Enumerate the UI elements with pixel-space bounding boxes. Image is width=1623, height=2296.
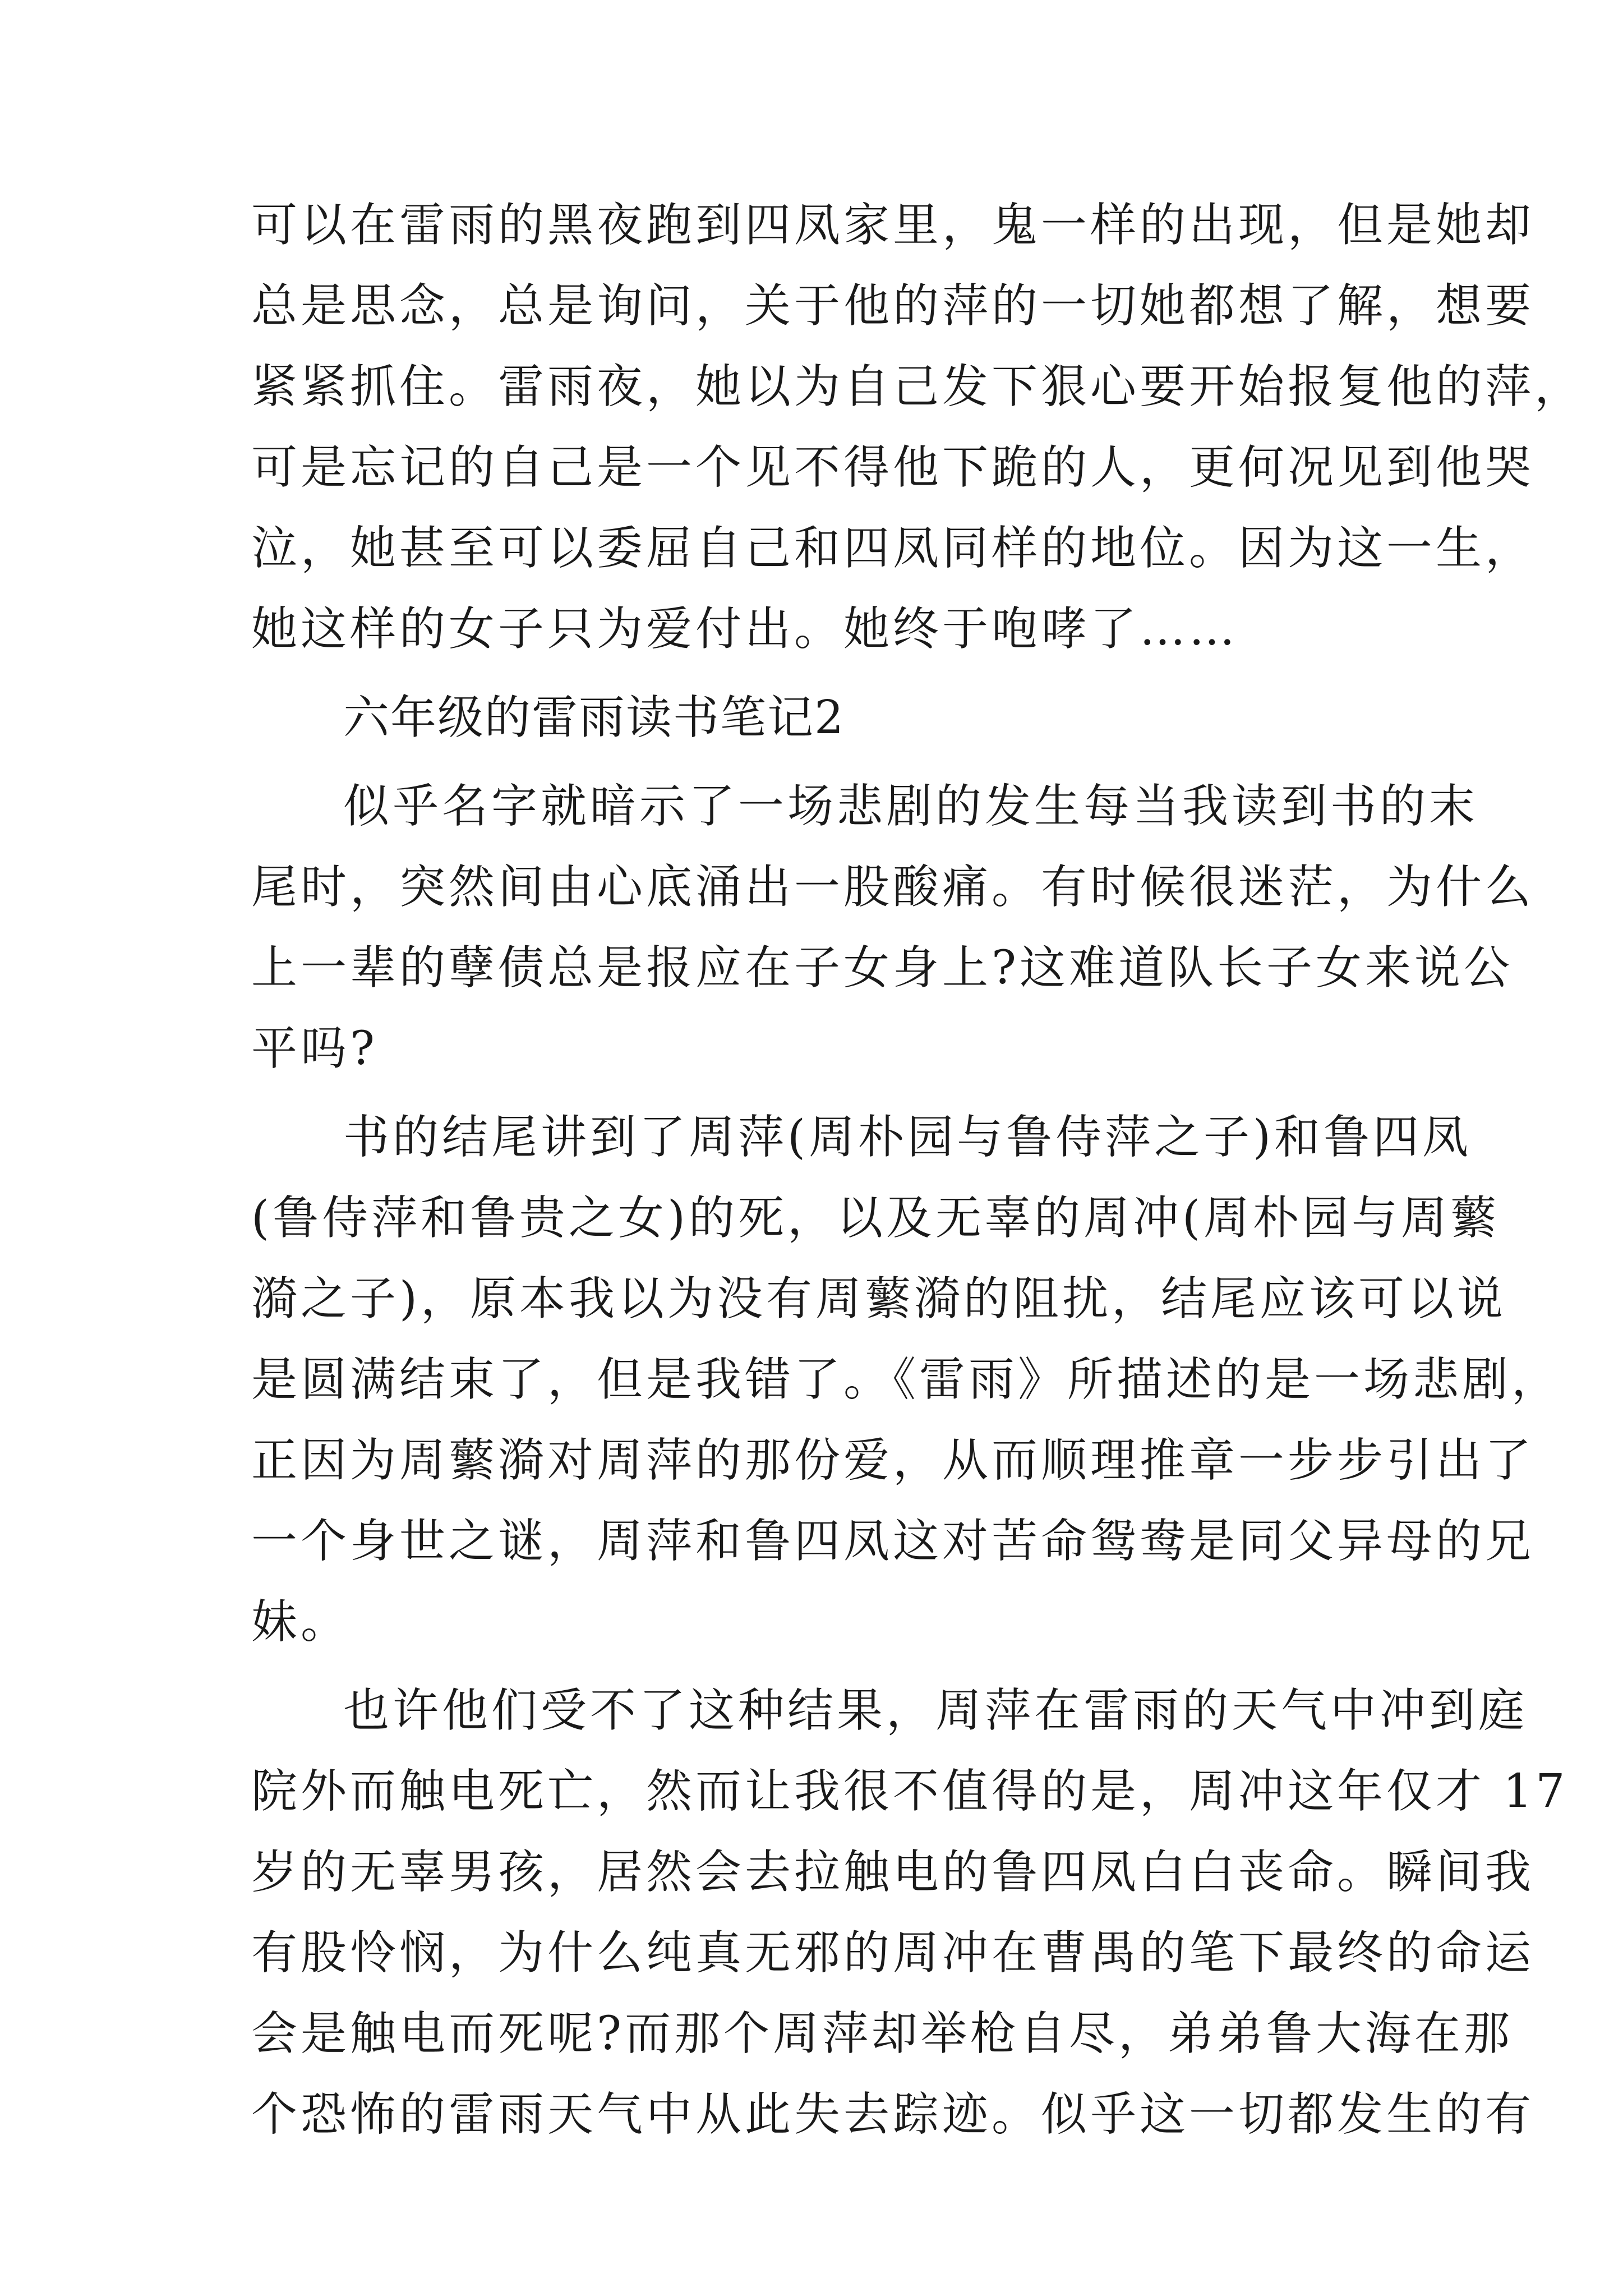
text-line: 正因为周蘩漪对周萍的那份爱，从而顺理推章一步步引出了 (251, 1434, 1535, 1487)
text-line: 似乎名字就暗示了一场悲剧的发生每当我读到书的末 (343, 780, 1479, 833)
text-line: 上一辈的孽债总是报应在子女身上?这难道队长子女来说公 (251, 941, 1513, 995)
text-line: 她这样的女子只为爱付出。她终于咆哮了…… (251, 602, 1239, 656)
section-heading-wrap (251, 678, 1390, 758)
text-line: 岁的无辜男孩，居然会去拉触电的鲁四凤白白丧命。瞬间我 (251, 1846, 1535, 1899)
text-line: 个恐怖的雷雨天气中从此失去踪迹。似乎这一切都发生的有 (251, 2088, 1535, 2141)
text-line: 会是触电而死呢?而那个周萍却举枪自尽，弟弟鲁大海在那 (251, 2007, 1513, 2060)
text-line: 妹。 (251, 1595, 351, 1649)
text-line: (鲁侍萍和鲁贵之女)的死，以及无辜的周冲(周朴园与周蘩 (251, 1191, 1500, 1245)
text-line: 平吗? (251, 1022, 378, 1075)
text-line: 漪之子)，原本我以为没有周蘩漪的阻扰，结尾应该可以说 (251, 1272, 1506, 1326)
text-line: 是圆满结束了，但是我错了。《雷雨》所描述的是一场悲剧， (251, 1353, 1561, 1406)
section-heading: 六年级的雷雨读书笔记2 (343, 691, 845, 744)
text-line: 泣，她甚至可以委屈自己和四凤同样的地位。因为这一生， (251, 522, 1535, 575)
paragraph-continuation (251, 185, 1584, 670)
text-line: 书的结尾讲到了周萍(周朴园与鲁侍萍之子)和鲁四凤 (343, 1111, 1472, 1164)
text-line: 尾时，突然间由心底涌出一股酸痛。有时候很迷茫，为什么 (251, 861, 1535, 914)
text-line: 可以在雷雨的黑夜跑到四凤家里，鬼一样的出现，但是她却 (251, 199, 1535, 252)
text-line: 总是思念，总是询问，关于他的萍的一切她都想了解，想要 (251, 279, 1535, 333)
document-body (251, 185, 1584, 2155)
text-line: 紧紧抓住。雷雨夜，她以为自己发下狠心要开始报复他的萍， (251, 360, 1584, 413)
text-line: 可是忘记的自己是一个见不得他下跪的人，更何况见到他哭 (251, 441, 1535, 494)
text-line: 也许他们受不了这种结果，周萍在雷雨的天气中冲到庭 (343, 1684, 1528, 1737)
paragraph (251, 1671, 1569, 2155)
text-line: 院外而触电死亡，然而让我很不值得的是，周冲这年仅才 17 (251, 1765, 1569, 1818)
paragraph (251, 766, 1535, 1089)
text-line: 有股怜悯，为什么纯真无邪的周冲在曹禺的笔下最终的命运 (251, 1926, 1535, 1980)
paragraph (251, 1097, 1561, 1663)
text-line: 一个身世之谜，周萍和鲁四凤这对苦命鸳鸯是同父异母的兄 (251, 1515, 1535, 1568)
